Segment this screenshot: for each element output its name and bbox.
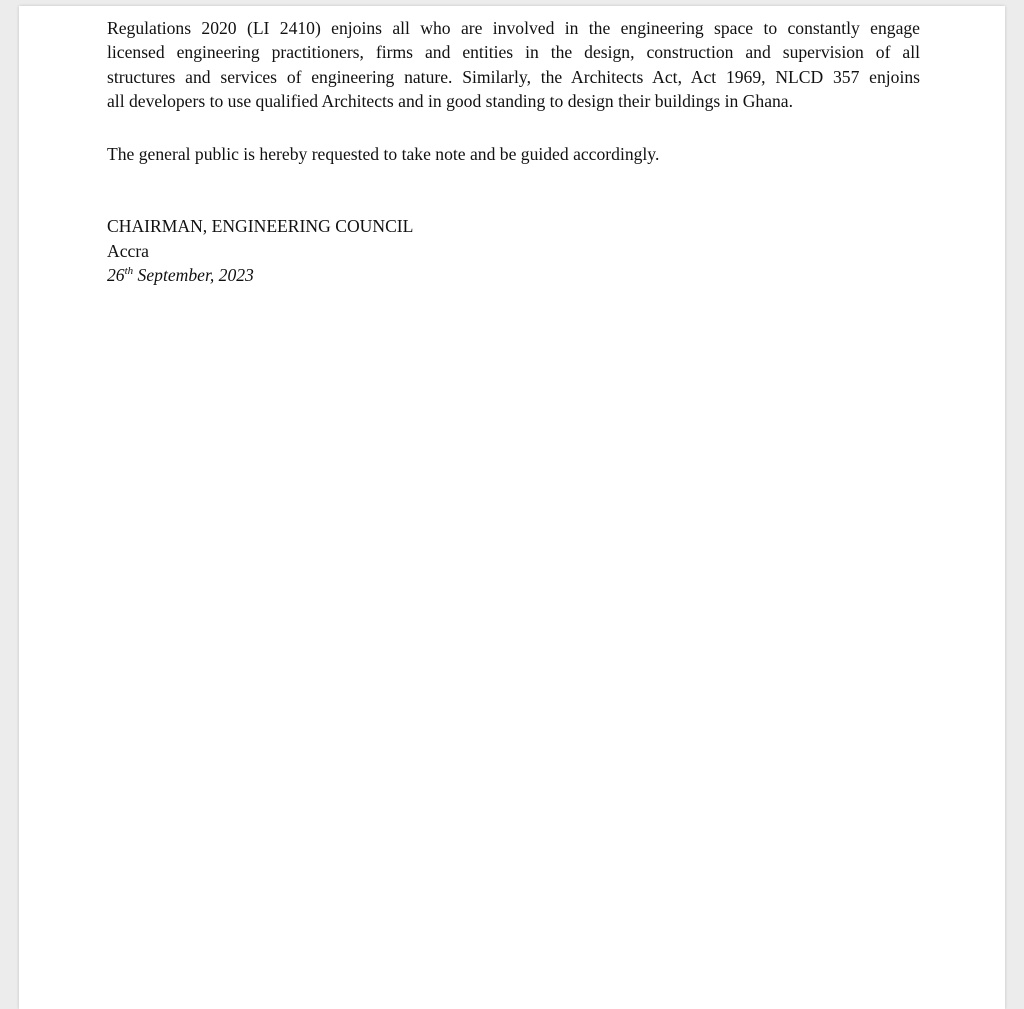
signatory-title: CHAIRMAN, ENGINEERING COUNCIL xyxy=(107,216,414,236)
regulations-paragraph xyxy=(107,16,920,114)
paragraph-line: Regulations 2020 (LI 2410) enjoins all who are involved in the engineering space to constantly engage xyxy=(107,18,920,38)
signature-date xyxy=(107,263,413,291)
document-page xyxy=(19,6,1005,1009)
paragraph-line: structures and services of engineering nature. Similarly, the Architects Act, Act 1969, NLCD 357 enjoins xyxy=(107,66,920,87)
signature-block xyxy=(107,214,413,291)
date-month-year: September, 2023 xyxy=(133,265,254,285)
paragraph-line: licensed engineering practitioners, firms and entities in the design, construction and supervision of all xyxy=(107,42,920,63)
paragraph-line: all developers to use qualified Architects and in good standing to design their buildings in Ghana. xyxy=(107,91,794,112)
signatory-location: Accra xyxy=(107,240,149,261)
date-ordinal-suffix: th xyxy=(124,265,134,277)
public-notice-paragraph: The general public is hereby requested to take note and be guided accordingly. xyxy=(107,144,660,164)
page-content xyxy=(107,16,920,285)
date-day: 26 xyxy=(107,265,125,285)
